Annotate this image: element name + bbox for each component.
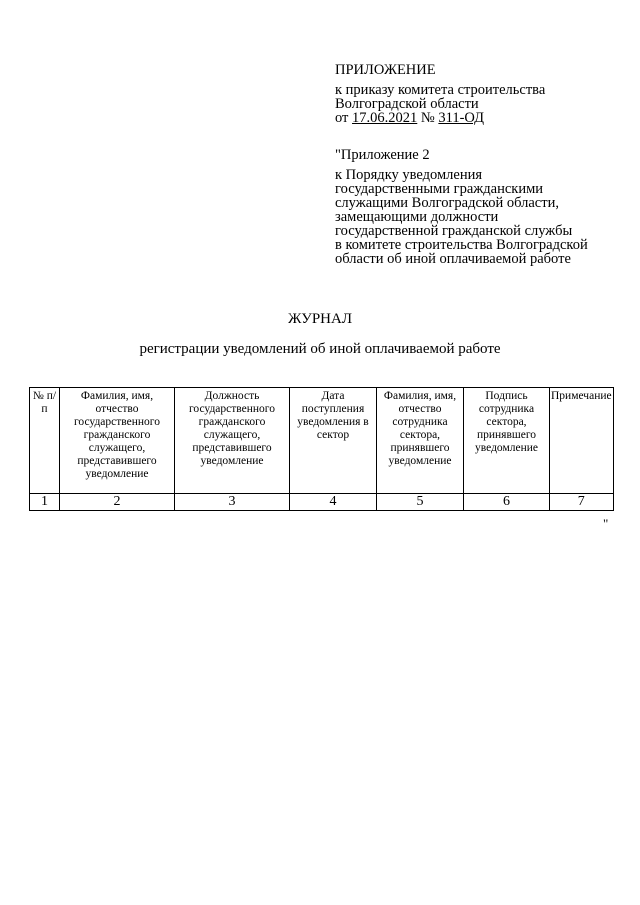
col-header-employee-name: Фамилия, имя, отчество государственного гражданского служащего, представившего уведомление — [60, 388, 175, 494]
column-number: 5 — [377, 494, 464, 511]
column-number: 7 — [550, 494, 614, 511]
annex2-header — [335, 148, 588, 266]
annex-number-sign: № — [420, 110, 435, 126]
annex2-line: области об иной оплачиваемой работе — [335, 251, 571, 267]
table-header-row — [30, 388, 614, 494]
annex2-line: к Порядку уведомления — [335, 167, 483, 183]
col-header-receiver-signature: Подпись сотрудника сектора, принявшего уведомление — [464, 388, 550, 494]
column-number: 4 — [290, 494, 377, 511]
annex-region-line: Волгоградской области — [335, 96, 479, 112]
column-number: 2 — [60, 494, 175, 511]
closing-quote: " — [603, 516, 609, 531]
annex-from: от — [335, 110, 349, 126]
annex-number: 311-ОД — [438, 110, 485, 126]
registration-table — [29, 387, 614, 511]
annex2-line: служащими Волгоградской области, — [335, 195, 559, 211]
journal-subtitle: регистрации уведомлений об иной оплачиваемой работе — [139, 341, 501, 357]
annex2-title: "Приложение 2 — [335, 147, 430, 163]
column-number: 6 — [464, 494, 550, 511]
col-header-date-received: Дата поступления уведомления в сектор — [290, 388, 377, 494]
col-header-note: Примечание — [550, 388, 614, 494]
annex-date-line — [335, 111, 545, 125]
col-header-number: № п/п — [30, 388, 60, 494]
journal-title: ЖУРНАЛ — [287, 311, 353, 327]
table-row — [30, 494, 614, 511]
annex-header — [335, 63, 545, 125]
column-number: 3 — [175, 494, 290, 511]
annex2-line: замещающими должности — [335, 209, 499, 225]
column-number: 1 — [30, 494, 60, 511]
annex2-line: государственными гражданскими — [335, 181, 544, 197]
col-header-receiver-name: Фамилия, имя, отчество сотрудника сектора, принявшего уведомление — [377, 388, 464, 494]
col-header-position: Должность государственного гражданского служащего, представившего уведомление — [175, 388, 290, 494]
annex-date: 17.06.2021 — [352, 110, 418, 126]
annex-title: ПРИЛОЖЕНИЕ — [335, 62, 436, 78]
annex2-line: государственной гражданской службы — [335, 223, 573, 239]
annex2-line: в комитете строительства Волгоградской — [335, 237, 588, 253]
annex-order-line: к приказу комитета строительства — [335, 82, 546, 98]
